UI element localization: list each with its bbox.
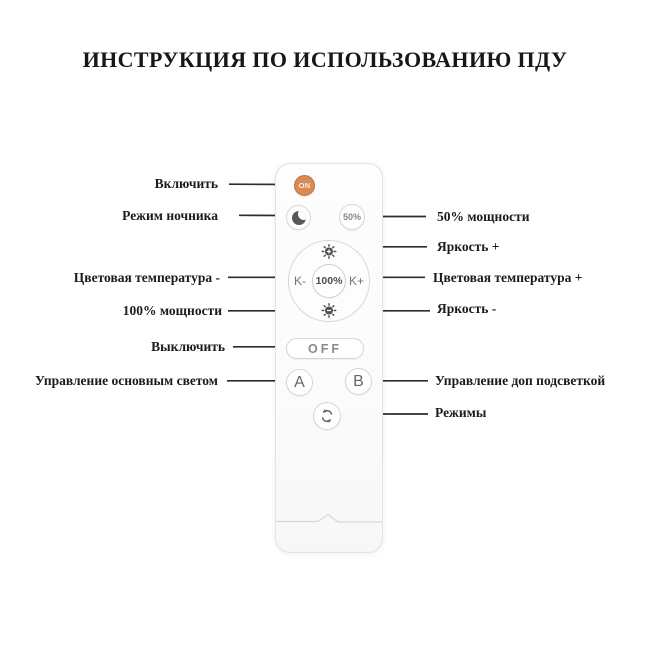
page-title: ИНСТРУКЦИЯ ПО ИСПОЛЬЗОВАНИЮ ПДУ: [82, 47, 568, 72]
modes-button: [313, 402, 341, 430]
on-button: [294, 175, 315, 196]
label-color-temp-minus: Цветовая температура -: [73, 270, 220, 285]
label-power-off: Выключить: [151, 339, 225, 354]
center-dial-cluster: [288, 240, 370, 322]
off-button-label: OFF: [308, 341, 342, 356]
brightness-minus-icon: [322, 303, 337, 318]
remote-control-body: [275, 163, 383, 553]
hundred-percent-button: [312, 264, 346, 298]
a-button-label: A: [294, 373, 305, 391]
aux-light-b-button: [345, 368, 372, 395]
brightness-plus-icon: [322, 244, 337, 259]
off-button: [286, 338, 364, 359]
k-minus-label: K-: [294, 274, 306, 288]
label-power-on: Включить: [154, 176, 218, 191]
label-50-percent: 50% мощности: [437, 209, 530, 224]
night-mode-button: [286, 205, 311, 230]
fifty-percent-label: 50%: [342, 212, 361, 222]
b-button-label: B: [353, 372, 364, 390]
main-light-a-button: [286, 369, 313, 396]
label-color-temp-plus: Цветовая температура +: [433, 270, 583, 285]
battery-cover-seam: [276, 513, 382, 527]
label-modes: Режимы: [435, 405, 487, 420]
fifty-percent-button: [339, 204, 365, 230]
label-aux-light: Управление доп подсветкой: [435, 373, 606, 388]
label-night-mode: Режим ночника: [122, 208, 218, 223]
moon-icon: [292, 211, 306, 225]
label-100-percent: 100% мощности: [122, 303, 222, 318]
label-main-light: Управление основным светом: [35, 373, 218, 388]
on-button-label: ON: [298, 181, 311, 190]
mode-cycle-icon: [319, 408, 335, 424]
k-plus-label: K+: [348, 274, 364, 288]
label-brightness-minus: Яркость -: [437, 301, 497, 316]
hundred-percent-label: 100%: [315, 275, 343, 287]
label-brightness-plus: Яркость +: [437, 239, 500, 254]
